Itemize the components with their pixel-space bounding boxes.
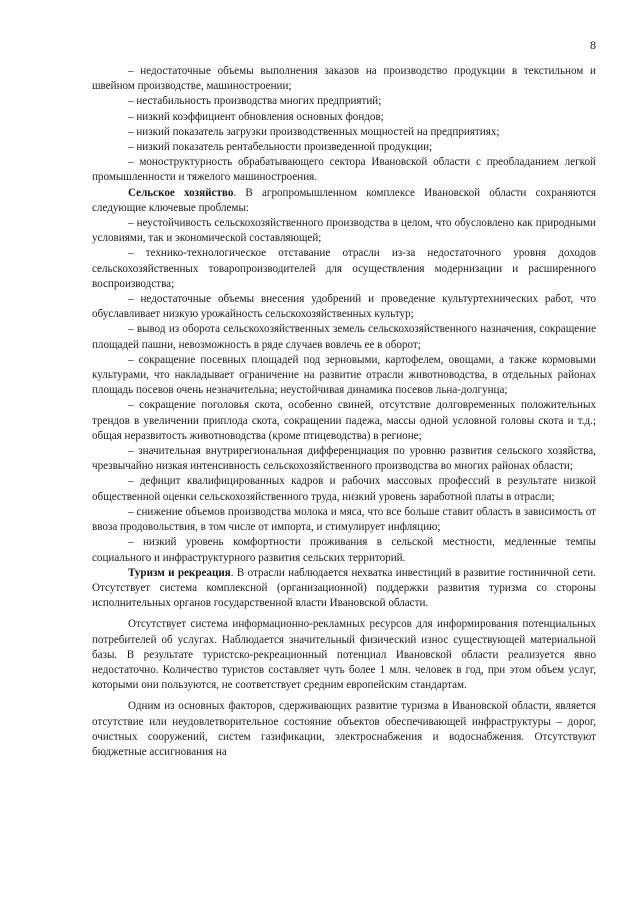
paragraph-text: – технико-технологическое отставание отрасли из-за недостаточного уровня доходов сельскохозяйственных товаропроизводителей для осуществления модернизации и расширенного воспроизводства; (92, 247, 596, 290)
paragraph-text: – нестабильность производства многих предприятий; (128, 95, 382, 108)
section-paragraph-tourism (92, 566, 596, 612)
paragraph-text: – вывод из оборота сельскохозяйственных земель сельскохозяйственного назначения, сокращение площадей пашни, невозможность в ряде случаев вовлечь ее в оборот; (92, 323, 596, 351)
page-number: 8 (590, 38, 596, 52)
bullet-paragraph (92, 246, 596, 292)
body-paragraph (92, 617, 596, 693)
paragraph-text: Отсутствует система информационно-рекламных ресурсов для информирования потенциальных потребителей об услугах. Наблюдается значительный физический износ существующей материальной базы. В результате туристско-рекреационный потенциал Ивановской области реализуется явно недостаточно. Количество туристов составляет чуть более 1 млн. человек в год, при этом объем услуг, которыми они пользуются, не соответствует средним европейским стандартам. (92, 618, 596, 692)
bullet-paragraph (92, 94, 596, 109)
paragraph-text: – низкий показатель рентабельности произведенной продукции; (128, 141, 433, 154)
bullet-paragraph (92, 353, 596, 399)
paragraph-text: – снижение объемов производства молока и мяса, что все больше ставит область в зависимость от ввоза продовольствия, в том числе от импорта, и стимулирует инфляцию; (92, 505, 596, 534)
paragraph-text: . В отрасли наблюдается нехватка инвестиций в развитие гостиничной сети. Отсутствует система комплексной (организационной) поддержки развития туризма со стороны исполнительных органов государственной власти Ивановской области. (92, 566, 596, 610)
paragraph-text: – неустойчивость сельскохозяйственного производства в целом, что обусловлено как природными условиями, так и экономической составляющей; (92, 217, 596, 245)
bullet-paragraph (92, 292, 596, 322)
section-heading: Туризм и рекреация (128, 566, 231, 579)
paragraph-text: – недостаточные объемы внесения удобрений и проведение культуртехнических работ, что обуславливает низкую урожайность сельскохозяйственных культур; (92, 293, 596, 321)
bullet-paragraph (92, 398, 596, 444)
paragraph-text: – сокращение поголовья скота, особенно свиней, отсутствие долговременных положительных трендов в увеличении приплода скота, сокращении падежа, массы одной условной головы скота и т.д.; общая неразвитость животноводства (кроме птицеводства) в регионе; (92, 399, 596, 442)
section-paragraph-agriculture (92, 186, 596, 216)
bullet-paragraph (92, 216, 596, 246)
paragraph-text: – низкий уровень комфортности проживания в сельской местности, медленные темпы социального и инфраструктурного развития сельских территорий. (92, 536, 596, 564)
paragraph-text: – значительная внутрирегиональная дифференциация по уровню развития сельского хозяйства, чрезвычайно низкая интенсивность сельскохозяйственного производства во многих районах области; (92, 445, 596, 473)
paragraph-text: – недостаточные объемы выполнения заказов на производство продукции в текстильном и швейном производстве, машиностроении; (92, 65, 596, 93)
body-paragraph (92, 699, 596, 760)
bullet-paragraph (92, 140, 596, 155)
bullet-paragraph (92, 444, 596, 474)
paragraph-text: – моноструктурность обрабатывающего сектора Ивановской области с преобладанием легкой промышленности и тяжелого машиностроения. (92, 156, 596, 184)
paragraph-text: Одним из основных факторов, сдерживающих развитие туризма в Ивановской области, является отсутствие или неудовлетворительное состояние объектов обеспечивающей инфраструктуры – дорог, очистных сооружений, систем газификации, электроснабжения и водоснабжения. Отсутствуют бюджетные ассигнования на (92, 700, 596, 758)
section-heading: Сельское хозяйство (128, 186, 234, 199)
bullet-paragraph (92, 505, 596, 535)
paragraph-text: – низкий коэффициент обновления основных фондов; (128, 110, 384, 123)
paragraph-text: – низкий показатель загрузки производственных мощностей на предприятиях; (128, 125, 500, 138)
bullet-paragraph (92, 110, 596, 125)
paragraph-text: – сокращение посевных площадей под зерновыми, картофелем, овощами, а также кормовыми культурами, что накладывает ограничение на развитие отрасли животноводства, в отдельных районах площадь посевов очень незначительна; неустойчивая динамика посевов льна-долгунца; (92, 353, 596, 397)
bullet-paragraph (92, 322, 596, 352)
bullet-paragraph (92, 64, 596, 94)
paragraph-text: . В агропромышленном комплексе Ивановской области сохраняются следующие ключевые проблемы: (92, 186, 596, 214)
paragraph-text: – дефицит квалифицированных кадров и рабочих массовых профессий в результате низкой общественной оценки сельскохозяйственного труда, низкий уровень заработной платы в отрасли; (92, 475, 596, 503)
bullet-paragraph (92, 535, 596, 565)
document-body (92, 64, 596, 760)
bullet-paragraph (92, 125, 596, 140)
bullet-paragraph (92, 155, 596, 185)
bullet-paragraph (92, 474, 596, 504)
